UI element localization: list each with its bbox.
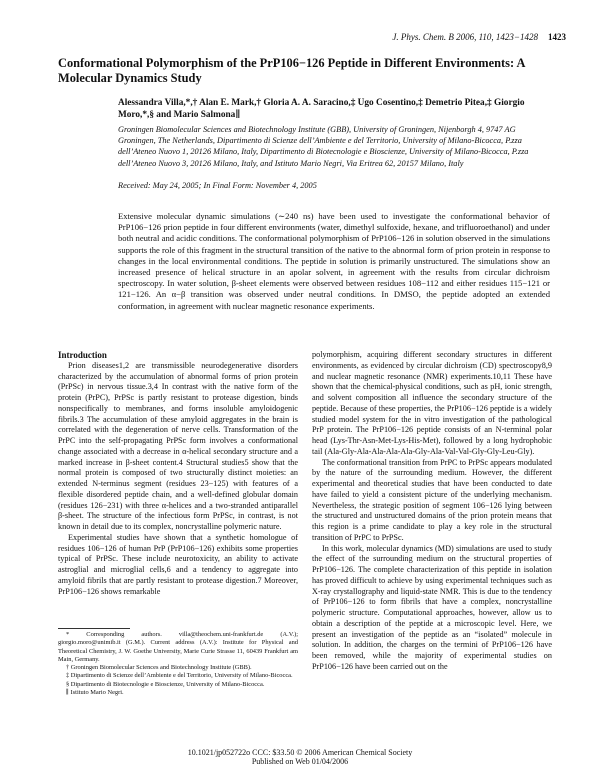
footnote-divider [58,628,130,629]
paper-title: Conformational Polymorphism of the PrP106−126 Peptide in Different Environments: A Molecular Dynamics Study [58,56,525,85]
footnote: ‡ Dipartimento di Scienze dell’Ambiente e del Territorio, University of Milano-Bicocca. [66,672,293,680]
footnote: * Corresponding authors. villa@theochem.uni-frankfurt.de (A.V.); giorgio.moro@unimib.it (G.M.). Current address (A.V.): Institute for Physical and Theoretical Chemistry, J. W. Goethe University, Marie Curie Strasse 11, 60439 Frankfurt am Main, Germany. [58,631,298,663]
author-list: Alessandra Villa,*,† Alan E. Mark,† Gloria A. A. Saracino,‡ Ugo Cosentino,‡ Demetrio Pitea,‡ Giorgio Moro,*,§ and Mario Salmona∥ [118,98,525,120]
paragraph: The conformational transition from PrPC to PrPSc appears modulated by the nature of the surrounding medium. However, the different experimental and theoretical studies that have been conducted to date have failed to yield a consistent picture of the underlying mechanism. Nevertheless, the strategic position of segment 106−126 lying between the structured and unstructured domains of the prion protein means that this region is a prime candidate to play a key role in the structural transition of PrPC to PrPSc. [312,457,552,542]
page-number: 1423 [548,32,566,42]
footnote: § Dipartimento di Biotecnologie e Bioscienze, University of Milano-Bicocca. [66,680,265,688]
paragraph: Experimental studies have shown that a synthetic homologue of residues 106−126 of human PrP (PrP106−126) exhibits some properties typical of PrPSc. These include neurotoxicity, an ability to activate astroglial and microglial cells,6 and a tendency to aggregate into amyloid fibrils that are partly resistant to protease digestion.7 Moreover, PrP106−126 shows remarkable [58,532,298,596]
footnotes [58,631,298,697]
journal-header: J. Phys. Chem. B 2006, 110, 1423−1428 [392,32,538,42]
section-heading-introduction: Introduction [58,350,107,360]
publication-footer [140,748,460,767]
footnote: ∥ Istituto Mario Negri. [66,689,124,697]
published-date: Published on Web 01/04/2006 [251,757,349,767]
affiliations: Groningen Biomolecular Sciences and Biotechnology Institute (GBB), University of Groningen, Nijenborgh 4, 9747 AG Groningen, The Netherlands, Dipartimento di Scienze dell’Ambiente e del Territorio, University of Milano-Bicocca, P.zza dell’Ateneo Nuovo 1, 20126 Milano, Italy, Dipartimento di Biotecnologie e Bioscienze, University of Milano-Bicocca, P.zza dell’Ateneo Nuovo 3, 20126 Milano, Italy, and Istituto Mario Negri, Via Eritrea 62, 20157 Milano, Italy [118,125,529,168]
paragraph: Prion diseases1,2 are transmissible neurodegenerative disorders characterized by the accumulation of abnormal forms of prion protein (PrPSc) in nervous tissue.3,4 In contrast with the native form of the protein (PrPC), PrPSc is partly resistant to protease digestion, binds nonspecifically to membranes, and forms insoluble amyloidogenic fibrils.3 The accumulation of these amyloid aggregates in the brain is correlated with the degeneration of nerve cells. Transformation of the PrPC into the self-propagating PrPSc form involves a conformational change associated with a decrease in α-helical secondary structure and a marked increase in β-sheet content.4 Structural studies5 show that the normal protein is composed of two structurally distinct moieties: an extended N-terminus segment (residues 23−125) with features of a flexible disordered peptide chain, and a well-defined globular domain (residues 126−231) with three α-helices and a two-stranded antiparallel β-sheet. The structure of the infectious form PrPSc, in contrast, is not known in detail due to its complex, noncrystalline polymeric nature. [58,360,298,531]
paragraph: In this work, molecular dynamics (MD) simulations are used to study the effect of the surrounding medium on the structural properties of PrP106−126. The complete characterization of this peptide in isolation has proved difficult to achieve by using experimental techniques such as X-ray crystallography and liquid-state NMR. This is due to the tendency of PrP106−126 to form fibrils that have a complex, noncrystalline polymeric structure. Computational approaches, however, allow us to obtain a description of the peptide at a microscopic level. Here, we present an investigation of the peptide as an “isolated” molecule in solution. In addition, the charges on the termini of PrP106−126 have been removed, while the majority of experimental studies on PrP106−126 have been carried out on the [312,543,552,671]
footnote: † Groningen Biomolecular Sciences and Biotechnology Institute (GBB). [66,664,252,672]
abstract: Extensive molecular dynamic simulations (∼240 ns) have been used to investigate the conformational behavior of PrP106−126 prion peptide in four different environments (water, dimethyl sulfoxide, hexane, and trifluoroethanol) and under both neutral and acidic conditions. The conformational polymorphism of PrP106−126 in solution observed in the simulations supports the role of this fragment in the structural transition of the native to the abnormal form of prion protein in response to changes in the local environmental conditions. The peptide in solution is primarily unstructured. The simulations show an increased presence of helical structure in an apolar solvent, in agreement with the results from circular dichroism spectroscopy. In water solution, β-sheet elements were observed between residues 108−112 and either residues 115−121 or 121−126. An α−β transition was observed under neutral conditions. In DMSO, the peptide adopted an extended conformation, in agreement with nuclear magnetic resonance experiments. [118,211,550,311]
received-dates: Received: May 24, 2005; In Final Form: November 4, 2005 [118,181,317,190]
left-column [58,350,298,597]
paragraph: polymorphism, acquiring different secondary structures in different environments, as evidenced by circular dichroism (CD) spectroscopy8,9 and nuclear magnetic resonance (NMR) experiments.10,11 These have shown that the chemical-physical conditions, such as pH, ionic strength, and solvent composition all influence the secondary structure of the peptide. Because of these properties, the PrP106−126 peptide is a widely studied model system for the in vitro investigation of the pathological PrP protein. The PrP106−126 peptide consists of an N-terminal polar head (Lys-Thr-Asn-Met-Lys-His-Met), followed by a long hydrophobic tail (Ala-Gly-Ala-Ala-Ala-Ala-Gly-Ala-Val-Val-Gly-Gly-Leu-Gly). [312,350,552,456]
doi-line: 10.1021/jp052722o CCC: $33.50 © 2006 American Chemical Society [187,748,413,757]
right-column [312,350,552,673]
